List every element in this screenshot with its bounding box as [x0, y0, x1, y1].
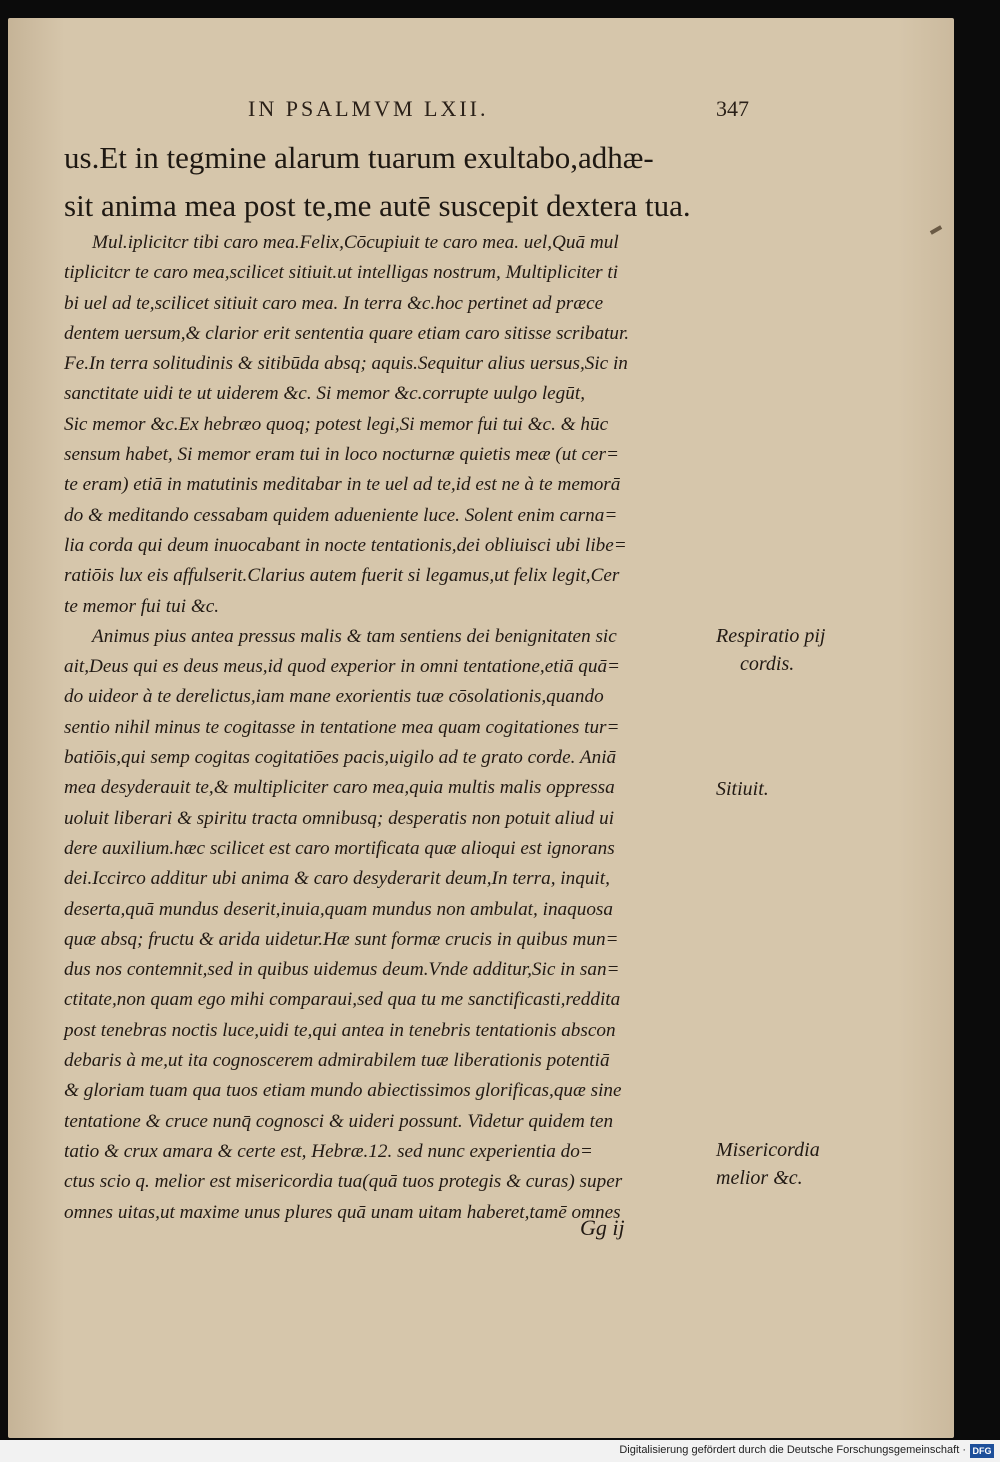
- text-line: te eram) etiā in matutinis meditabar in te uel ad te,id est ne à te memorā: [64, 474, 621, 496]
- text-line: & gloriam tuam qua tuos etiam mundo abiectissimos glorificas,quæ sine: [64, 1080, 622, 1102]
- page-number: 347: [716, 96, 749, 121]
- text-line: sensum habet, Si memor eram tui in loco nocturnæ quietis meæ (ut cer=: [64, 444, 619, 466]
- margin-note-line: Misericordia: [716, 1139, 820, 1161]
- margin-note-line: Sitiuit.: [716, 778, 769, 800]
- margin-note-respiratio: [716, 622, 846, 678]
- text-line: post tenebras noctis luce,uidi te,qui antea in tenebris tentationis abscon: [64, 1019, 616, 1041]
- margin-note-line: melior &c.: [716, 1167, 803, 1189]
- text-line: ctitate,non quam ego mihi comparaui,sed qua tu me sanctificasti,reddita: [64, 989, 621, 1011]
- verse-line: sit anima mea post te,me autē suscepit dextera tua.: [64, 188, 691, 223]
- verse-line: us.Et in tegmine alarum tuarum exultabo,adhæ-: [64, 140, 654, 175]
- margin-note-line: cordis.: [740, 653, 795, 675]
- text-line: ait,Deus qui es deus meus,id quod experior in omni tentatione,etiā quā=: [64, 656, 620, 678]
- text-line: uoluit liberari & spiritu tracta omnibusq; desperatis non potuit aliud ui: [64, 807, 615, 829]
- text-line: dentem uersum,& clarior erit sententia quare etiam caro sitisse scribatur.: [64, 322, 630, 344]
- text-line: mea desyderauit te,& multipliciter caro mea,quia multis malis oppressa: [64, 777, 615, 799]
- text-line: dus nos contemnit,sed in quibus uidemus deum.Vnde additur,Sic in san=: [64, 959, 620, 981]
- signature-mark: Gg ij: [580, 1215, 625, 1240]
- funding-credit: Digitalisierung gefördert durch die Deutsche Forschungsgemeinschaft ·: [619, 1444, 966, 1456]
- text-line: lia corda qui deum inuocabant in nocte tentationis,dei obliuisci ubi libe=: [64, 534, 627, 556]
- text-line: batiōis,qui semp cogitas cogitatiōes pacis,uigilo ad te grato corde. Aniā: [64, 747, 617, 769]
- text-line: Animus pius antea pressus malis & tam sentiens dei benignitaten sic: [92, 625, 617, 647]
- text-line: bi uel ad te,scilicet sitiuit caro mea. In terra &c.hoc pertinet ad præce: [64, 292, 604, 314]
- text-line: Sic memor &c.Ex hebræo quoq; potest legi,Si memor fui tui &c. & hūc: [64, 413, 609, 435]
- margin-note-line: Respiratio pij: [716, 625, 826, 647]
- margin-note-misericordia: [716, 1136, 846, 1192]
- text-line: dei.Iccirco additur ubi anima & caro desyderarit deum,In terra, inquit,: [64, 868, 610, 890]
- text-line: tentatione & cruce nunq̄ cognosci & uideri possunt. Videtur quidem ten: [64, 1110, 614, 1132]
- text-line: deserta,quā mundus deserit,inuia,quam mundus non ambulat, inaquosa: [64, 898, 613, 920]
- text-line: tatio & crux amara & certe est, Hebræ.12. sed nunc experientia do=: [64, 1140, 593, 1162]
- text-line: Mul.iplicitcr tibi caro mea.Felix,Cōcupiuit te caro mea. uel,Quā mul: [92, 232, 619, 253]
- margin-note-sitiuit: [716, 775, 846, 803]
- text-line: quæ absq; fructu & arida uidetur.Hæ sunt formæ crucis in quibus mun=: [64, 928, 619, 950]
- text-line: sentio nihil minus te cogitasse in tentatione mea quam cogitationes tur=: [64, 716, 620, 738]
- psalm-verse: [64, 134, 724, 230]
- text-line: tiplicitcr te caro mea,scilicet sitiuit.ut intelligas nostrum, Multipliciter ti: [64, 262, 619, 284]
- text-line: do uideor à te derelictus,iam mane exorientis tuæ cōsolationis,quando: [64, 686, 604, 708]
- page-header: [248, 96, 768, 126]
- commentary-text: [64, 228, 732, 1228]
- text-line: te memor fui tui &c.: [64, 595, 220, 617]
- footer-bar: [0, 1440, 1000, 1462]
- dfg-logo: DFG: [970, 1444, 994, 1458]
- text-line: debaris à me,ut ita cognoscerem admirabilem tuæ liberationis potentiā: [64, 1050, 610, 1072]
- running-title: IN PSALMVM LXII.: [248, 96, 489, 121]
- text-line: ctus scio q. melior est misericordia tua(quā tuos protegis & curas) super: [64, 1171, 623, 1193]
- text-line: do & meditando cessabam quidem adueniente luce. Solent enim carna=: [64, 504, 618, 526]
- text-line: dere auxilium.hæc scilicet est caro mortificata quæ alioqui est ignorans: [64, 837, 615, 859]
- text-line: sanctitate uidi te ut uiderem &c. Si memor &c.corrupte uulgo legūt,: [64, 383, 585, 405]
- text-line: omnes uitas,ut maxime unus plures quā unam uitam haberet,tamē omnes: [64, 1201, 621, 1223]
- text-line: Fe.In terra solitudinis & sitibūda absq; aquis.Sequitur alius uersus,Sic in: [64, 353, 628, 375]
- text-line: ratiōis lux eis affulserit.Clarius autem fuerit si legamus,ut felix legit,Cer: [64, 565, 620, 587]
